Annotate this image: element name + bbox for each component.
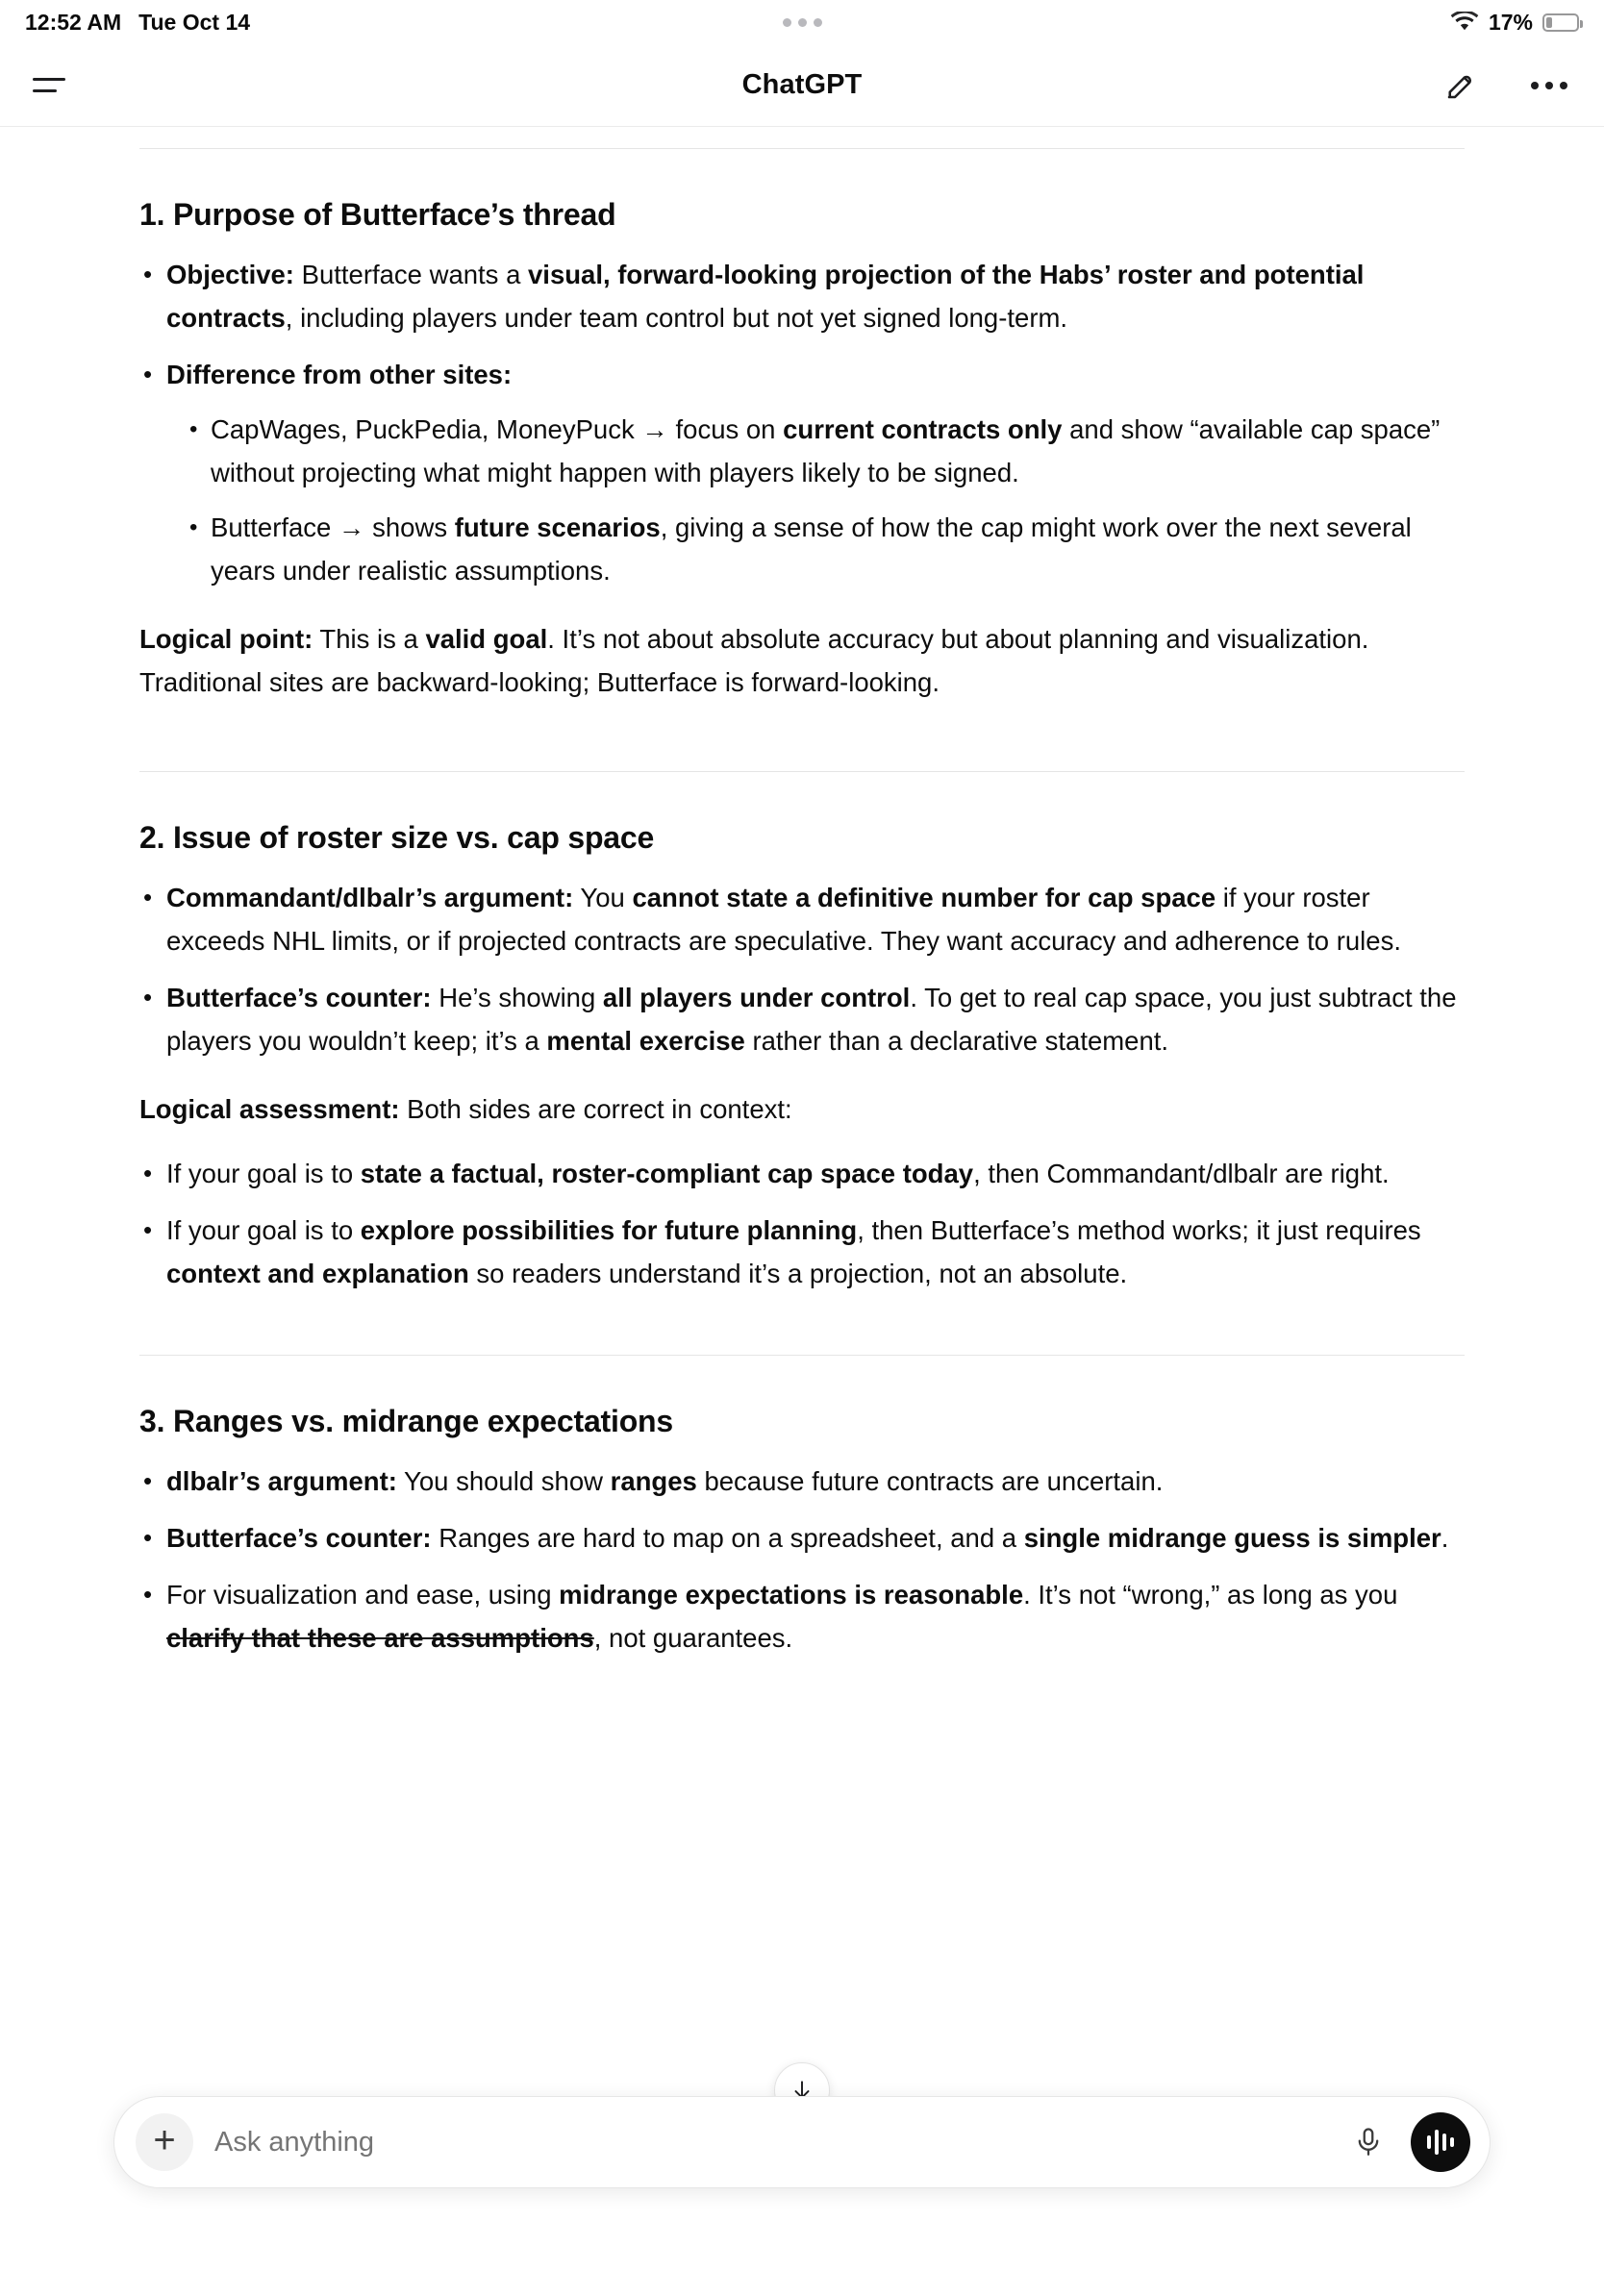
- list-item: [139, 1152, 1465, 1195]
- section-divider-2: [139, 1355, 1465, 1356]
- list-item: [139, 876, 1465, 962]
- paragraph-bold: valid goal: [425, 624, 548, 654]
- battery-percent-label: 17%: [1488, 9, 1533, 35]
- section-2-bullets-after: [139, 1152, 1465, 1295]
- bullet-text: . To get to real cap space, you just subtract the players you wouldn’t keep; it’s a: [166, 983, 1457, 1056]
- bullet-bold: current contracts only: [783, 414, 1063, 444]
- bullet-text: For visualization and ease, using: [166, 1580, 560, 1610]
- section-heading-1: 1. Purpose of Butterface’s thread: [139, 197, 616, 232]
- bullet-text: Ranges are hard to map on a spreadsheet, and a: [431, 1523, 1024, 1553]
- bullet-text: , then Commandant/dlbalr are right.: [973, 1159, 1390, 1188]
- assistant-message: [0, 148, 1604, 1715]
- microphone-icon[interactable]: [1343, 2117, 1393, 2167]
- bullet-text: If your goal is to: [166, 1159, 361, 1188]
- status-bar-right: [1450, 10, 1579, 36]
- bullet-bold: context and explanation: [166, 1259, 469, 1288]
- bullet-bold: future scenarios: [454, 512, 661, 542]
- paragraph-lead: Logical assessment:: [139, 1094, 400, 1124]
- bullet-text: He’s showing: [431, 983, 603, 1012]
- plus-icon[interactable]: [136, 2113, 193, 2171]
- bullet-text: , including players under team control but not yet signed long-term.: [285, 303, 1068, 333]
- more-options-icon[interactable]: [1527, 63, 1571, 108]
- bullet-lead: Butterface’s counter:: [166, 1523, 432, 1553]
- status-date: Tue Oct 14: [138, 9, 251, 35]
- bullet-lead: Commandant/dlbalr’s argument:: [166, 883, 574, 912]
- list-item: [139, 1573, 1465, 1660]
- section-divider-top: [139, 148, 1465, 149]
- bullet-text: CapWages, PuckPedia, MoneyPuck → focus on: [211, 414, 784, 444]
- section-heading-2: 2. Issue of roster size vs. cap space: [139, 820, 655, 855]
- bullet-lead: dlbalr’s argument:: [166, 1466, 397, 1496]
- bullet-text: You: [573, 883, 633, 912]
- list-item: [139, 253, 1465, 339]
- status-time: 12:52 AM: [25, 9, 122, 35]
- bullet-text: , giving a sense of how the cap might work over the next several years under realistic assumptions.: [211, 512, 1412, 586]
- bullet-bold: mental exercise: [546, 1026, 745, 1056]
- conversation-scroll-area[interactable]: [0, 127, 1604, 2296]
- section-1-sub-bullets: [166, 408, 1465, 592]
- battery-icon: [1542, 13, 1579, 32]
- section-heading-3: 3. Ranges vs. midrange expectations: [139, 1404, 673, 1438]
- list-item: [139, 1516, 1465, 1560]
- multitasking-handle-icon[interactable]: [783, 18, 822, 27]
- bullet-bold: cannot state a definitive number for cap space: [632, 883, 1216, 912]
- paragraph-text: Both sides are correct in context:: [399, 1094, 792, 1124]
- composer-container: [0, 2096, 1604, 2188]
- bullet-bold: ranges: [610, 1466, 697, 1496]
- section-2-paragraph: [139, 1087, 1465, 1131]
- bullet-bold: all players under control: [602, 983, 911, 1012]
- bullet-text: if your roster exceeds NHL limits, or if projected contracts are speculative. They want accuracy and adherence to rules.: [166, 883, 1401, 956]
- compose-icon[interactable]: [1439, 63, 1483, 108]
- voice-mode-button[interactable]: [1411, 2112, 1470, 2172]
- bullet-text: . It’s not “wrong,” as long as you: [1023, 1580, 1398, 1610]
- section-2-bullets: [139, 876, 1465, 1062]
- status-bar-left: [25, 10, 250, 36]
- bullet-bold: visual, forward-looking projection of the Habs’ roster and potential contracts: [166, 260, 1365, 333]
- bullet-bold: single midrange guess is simpler: [1023, 1523, 1441, 1553]
- hamburger-menu-icon[interactable]: [33, 64, 75, 107]
- paragraph-text: . It’s not about absolute accuracy but about planning and visualization. Traditional sites are backward-looking; Butterface is forward-looking.: [139, 624, 1369, 697]
- paragraph-lead: Logical point:: [139, 624, 313, 654]
- wifi-icon: [1450, 12, 1479, 33]
- composer-bar[interactable]: [113, 2096, 1491, 2188]
- bullet-text: Butterface wants a: [293, 260, 529, 289]
- bullet-bold: explore possibilities for future planning: [360, 1215, 858, 1245]
- bullet-text: because future contracts are uncertain.: [696, 1466, 1164, 1496]
- status-bar: [0, 0, 1604, 44]
- list-item: [186, 506, 1465, 592]
- section-3-bullets: [139, 1460, 1465, 1660]
- bullet-text: so readers understand it’s a projection, not an absolute.: [468, 1259, 1128, 1288]
- bullet-lead: Difference from other sites:: [166, 360, 513, 389]
- list-item: [139, 1209, 1465, 1295]
- bullet-text: , not guarantees.: [593, 1623, 793, 1653]
- bullet-text: .: [1441, 1523, 1449, 1553]
- page-title: ChatGPT: [741, 69, 863, 100]
- list-item: [139, 1460, 1465, 1503]
- bullet-bold: midrange expectations is reasonable: [559, 1580, 1024, 1610]
- paragraph-text: This is a: [313, 624, 426, 654]
- section-divider-1: [139, 771, 1465, 772]
- list-item: [186, 408, 1465, 494]
- message-input[interactable]: [211, 2127, 1326, 2159]
- bullet-text: You should show: [396, 1466, 611, 1496]
- section-1-paragraph: [139, 617, 1465, 704]
- bullet-bold: state a factual, roster-compliant cap space today: [360, 1159, 974, 1188]
- bullet-text: and show “available cap space” without projecting what might happen with players likely to be signed.: [211, 414, 1441, 487]
- bullet-text: If your goal is to: [166, 1215, 361, 1245]
- bullet-lead: Butterface’s counter:: [166, 983, 432, 1012]
- list-item: [139, 353, 1465, 592]
- bullet-strikethrough: clarify that these are assumptions: [166, 1623, 594, 1653]
- bullet-text: Butterface → shows: [211, 512, 455, 542]
- bullet-text: , then Butterface’s method works; it just requires: [857, 1215, 1421, 1245]
- bullet-text: rather than a declarative statement.: [744, 1026, 1169, 1056]
- app-header: [0, 44, 1604, 127]
- section-1-bullets: [139, 253, 1465, 592]
- bullet-lead: Objective:: [166, 260, 294, 289]
- header-actions: [1439, 63, 1571, 108]
- list-item: [139, 976, 1465, 1062]
